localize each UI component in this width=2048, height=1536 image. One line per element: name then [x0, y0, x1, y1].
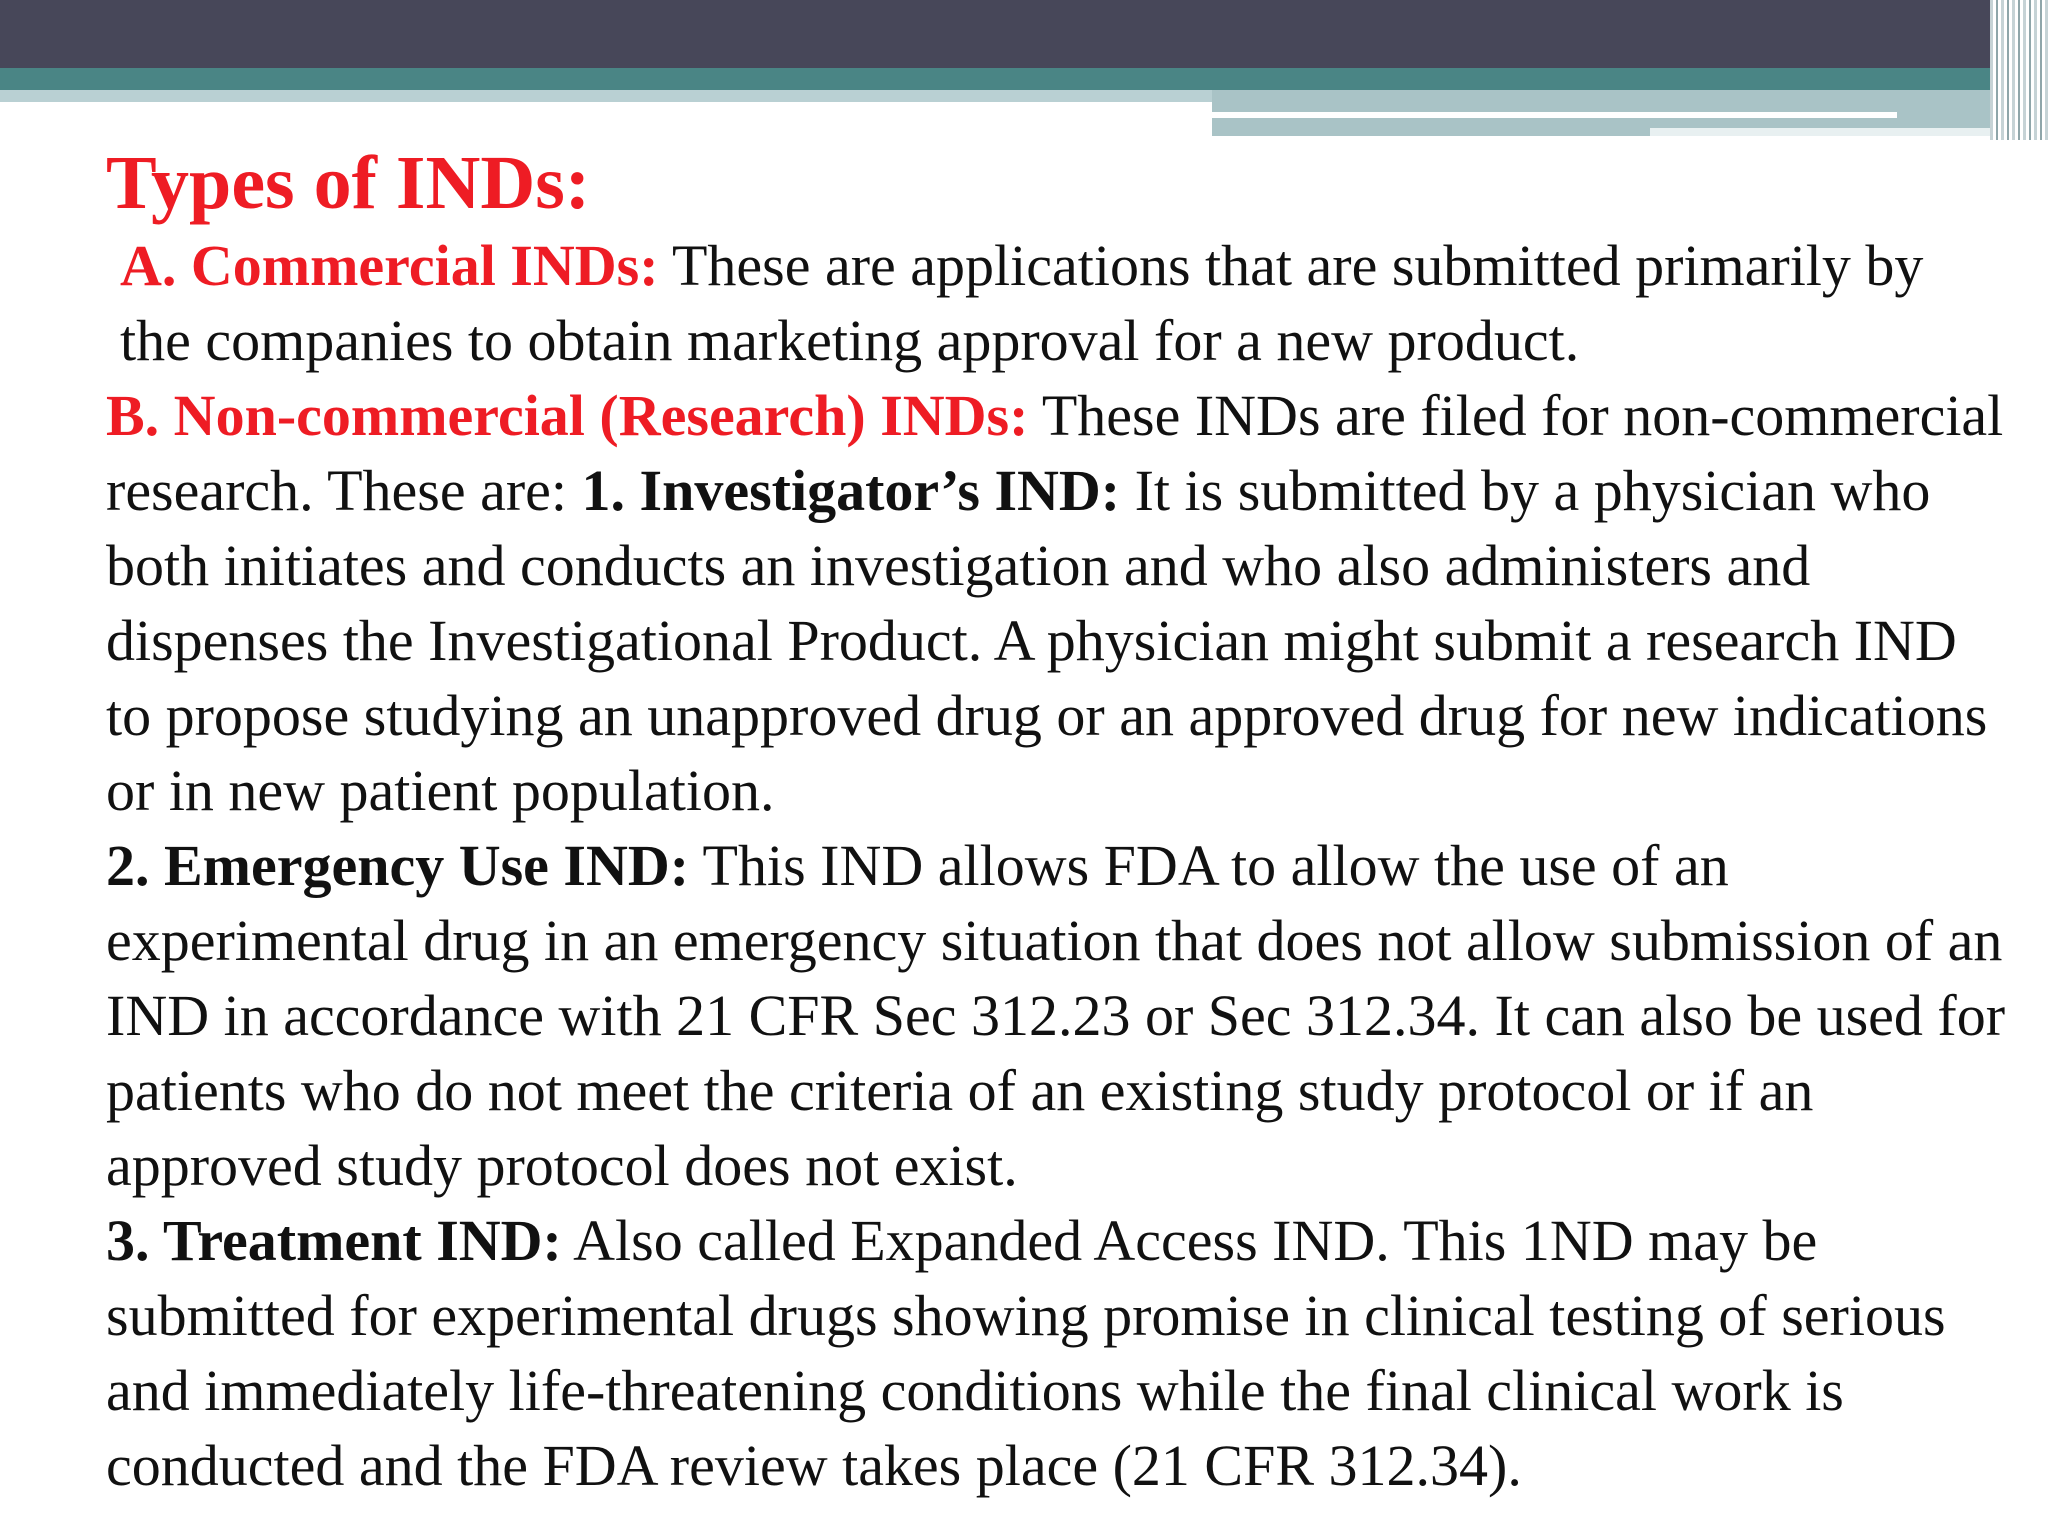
item2-text: This IND allows FDA to allow the use of an experimental drug in an emergency situation that does not allow submission of an IND in accordance with 21 CFR Sec 312.23 or Sec 312.34. It can also be used for patients who do not meet the criteria of an existing study protocol or if an approved study protocol does not exist.	[106, 833, 2006, 1198]
item2-label: 2. Emergency Use IND:	[106, 833, 690, 898]
section-b-label: B. Non-commercial (Research) INDs:	[106, 383, 1029, 448]
section-a-paragraph	[106, 228, 2006, 378]
section-a-label: A. Commercial INDs:	[120, 233, 659, 298]
item2-paragraph	[106, 828, 2006, 1203]
slide-content	[106, 138, 2006, 1503]
section-b-intro: These INDs are filed for non-commercial research. These are:	[106, 383, 2004, 523]
item1-text: It is submitted by a physician who both initiates and conducts an investigation and who also administers and dispenses the Investigational Product. A physician might submit a research IND to propose studying an unapproved drug or an approved drug for new indications or in new patient population.	[106, 458, 1988, 823]
section-a-text: These are applications that are submitted primarily by the companies to obtain marketing approval for a new product.	[120, 233, 1924, 373]
right-accent-line	[1212, 112, 1897, 118]
slide-title: Types of INDs:	[106, 141, 591, 225]
light-band	[0, 90, 1215, 102]
item3-label: 3. Treatment IND:	[106, 1208, 562, 1273]
item3-paragraph	[106, 1203, 2006, 1503]
teal-band	[0, 68, 2048, 90]
right-edge-stripes	[1990, 0, 2048, 140]
item3-text: Also called Expanded Access IND. This 1ND may be submitted for experimental drugs showing promise in clinical testing of serious and immediately life-threatening conditions while the final clinical work is conducted and the FDA review takes place (21 CFR 312.34).	[106, 1208, 1946, 1498]
item1-label: 1. Investigator’s IND:	[581, 458, 1121, 523]
section-b-paragraph	[106, 378, 2006, 828]
right-accent-lower	[1650, 128, 2048, 136]
top-bar	[0, 0, 2048, 68]
